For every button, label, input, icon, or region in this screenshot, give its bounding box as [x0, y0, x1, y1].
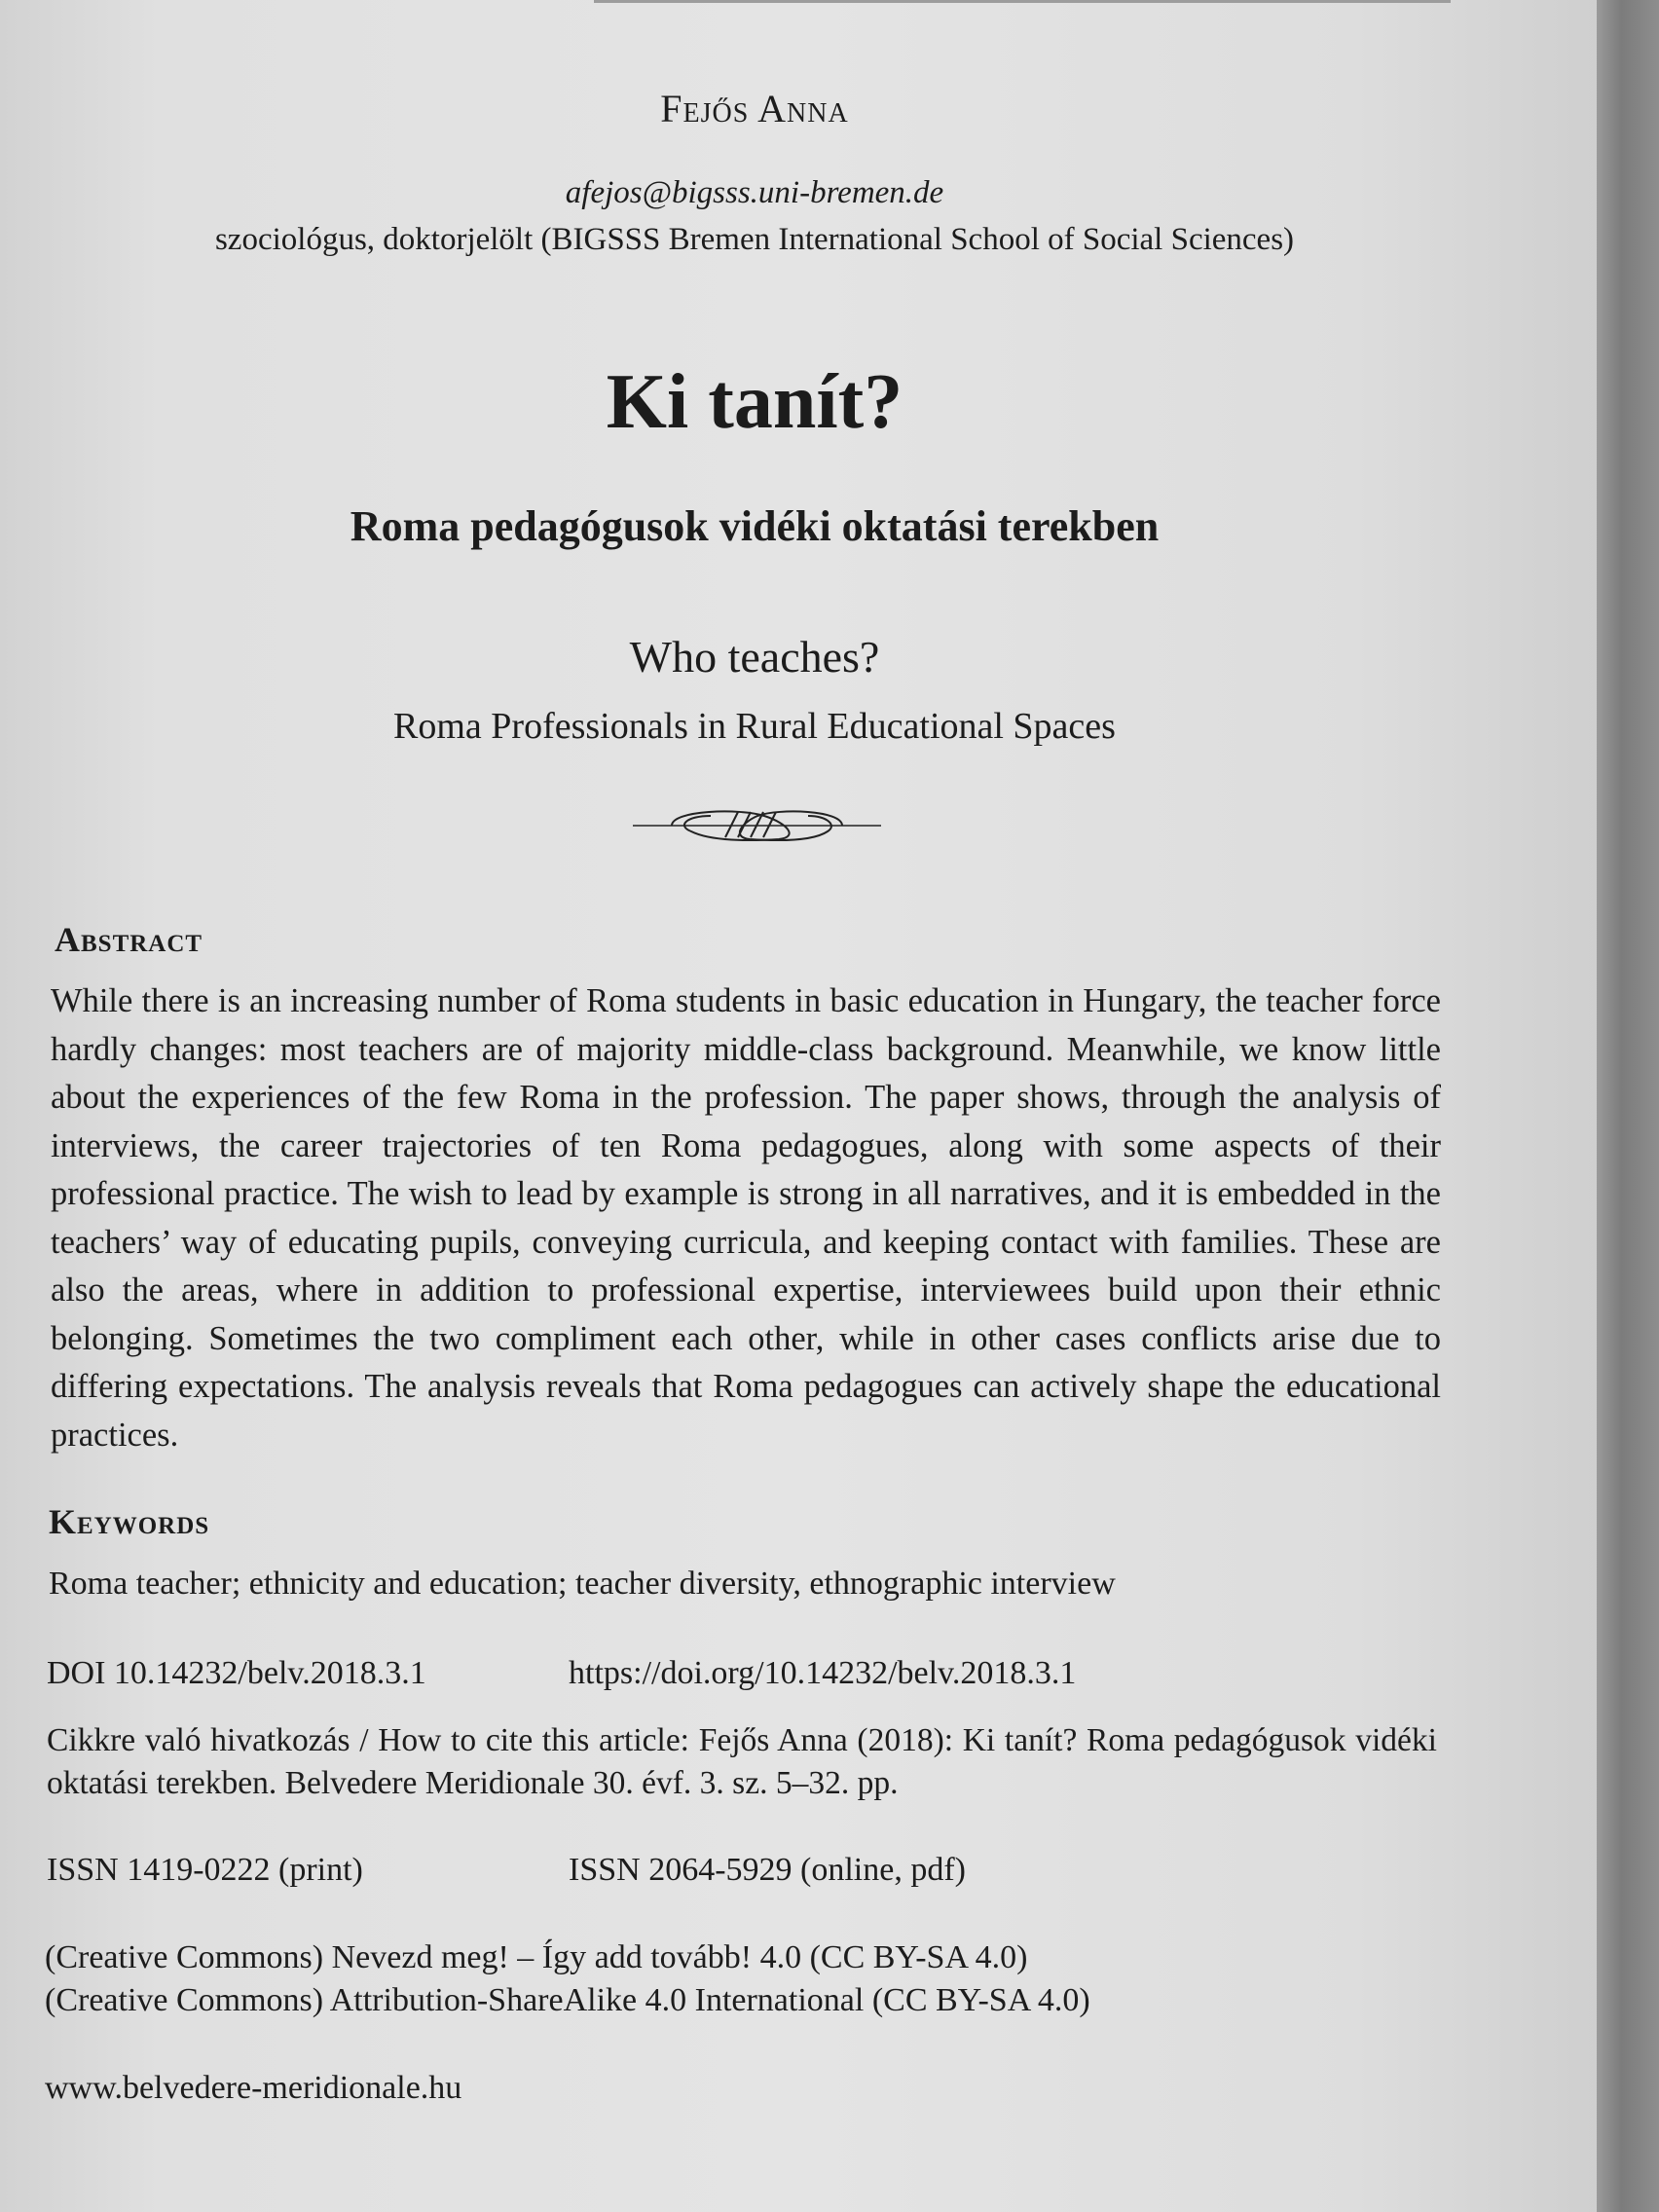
license-english: (Creative Commons) Attribution-ShareAlike 4.0 International (CC BY-SA 4.0) — [45, 1982, 1090, 2018]
abstract-text: While there is an increasing number of Roma students in basic education in Hungary, the teacher force hardly changes: most teachers are of majority middle-class background. Meanwhile, we know little about the experiences of the few Roma in the profession. The paper shows, through the analysis of interviews, the career trajectories of ten Roma pedagogues, along with some aspects of their professional practice. The wish to lead by example is strong in all narratives, and it is embedded in the teachers’ way of educating pupils, conveying curricula, and keeping contact with families. These are also the areas, where in addition to professional expertise, interviewees build upon their ethnic belonging. Sometimes the two compliment each other, while in other cases conflicts arise due to differing expectations. The analysis reveals that Roma pedagogues can actively shape the educational practices. — [51, 982, 1441, 1454]
english-title: Who teaches? — [629, 632, 880, 682]
english-subtitle: Roma Professionals in Rural Educational Spaces — [393, 706, 1116, 747]
doi-link[interactable]: https://doi.org/10.14232/belv.2018.3.1 — [569, 1655, 1077, 1691]
author-email: afejos@bigsss.uni-bremen.de — [565, 175, 944, 210]
flourish-ornament-icon — [633, 802, 881, 847]
doi-text: DOI 10.14232/belv.2018.3.1 — [47, 1655, 426, 1691]
keywords-text: Roma teacher; ethnicity and education; teacher diversity, ethnographic interview — [49, 1566, 1116, 1602]
issn-online: ISSN 2064-5929 (online, pdf) — [569, 1852, 966, 1888]
article-title: Ki tanít? — [606, 359, 903, 445]
author-affiliation: szociológus, doktorjelölt (BIGSSS Bremen International School of Social Sciences) — [214, 222, 1295, 257]
header-rule — [594, 0, 1451, 3]
citation-text: Cikkre való hivatkozás / How to cite this article: Fejős Anna (2018): Ki tanít? Roma pedagógusok vidéki oktatási terekben. Belvedere Meridionale 30. évf. 3. sz. 5–32. pp. — [47, 1722, 1437, 1801]
license-hungarian: (Creative Commons) Nevezd meg! – Így add tovább! 4.0 (CC BY-SA 4.0) — [45, 1939, 1028, 1975]
keywords-heading: Keywords — [49, 1502, 210, 1541]
article-subtitle: Roma pedagógusok vidéki oktatási terekben — [350, 502, 1160, 550]
website-link[interactable]: www.belvedere-meridionale.hu — [45, 2070, 462, 2106]
page-edge-shadow — [1597, 0, 1659, 2212]
abstract-heading: Abstract — [55, 920, 203, 959]
author-name: Fejős Anna — [660, 87, 849, 130]
issn-print: ISSN 1419-0222 (print) — [47, 1852, 363, 1888]
